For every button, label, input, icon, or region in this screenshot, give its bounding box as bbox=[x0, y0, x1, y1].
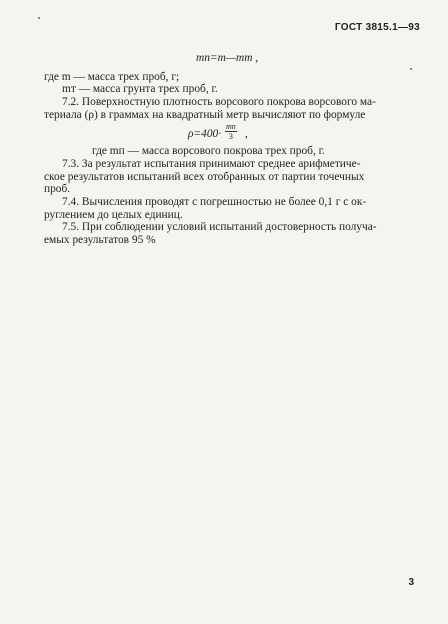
where-clause-mp: где mп — масса ворсового покрова трех проб, г. bbox=[92, 145, 325, 157]
formula-mass-pile: mп=m—mт , bbox=[196, 52, 259, 64]
paragraph-7-2-line-1: 7.2. Поверхностную плотность ворсового покрова ворсового ма- bbox=[62, 96, 376, 108]
where-clause-m: где m — масса трех проб, г; bbox=[44, 71, 180, 83]
paragraph-7-5-line-2: емых результатов 95 % bbox=[44, 234, 156, 246]
paragraph-7-3-line-1: 7.3. За результат испытания принимают среднее арифметиче- bbox=[62, 158, 361, 170]
fraction-denominator: 3 bbox=[228, 132, 233, 141]
paragraph-7-5-line-1: 7.5. При соблюдении условий испытаний достоверность получа- bbox=[62, 221, 377, 233]
fraction-numerator: mп bbox=[226, 122, 236, 131]
paragraph-7-4-line-1: 7.4. Вычисления проводят с погрешностью не более 0,1 г с ок- bbox=[62, 196, 367, 208]
scan-speck bbox=[38, 17, 40, 19]
formula-density-comma: , bbox=[245, 128, 248, 140]
formula-density-fraction bbox=[225, 122, 237, 141]
paragraph-7-4-line-2: руглением до целых единиц. bbox=[44, 209, 183, 221]
where-clause-mt: mт — масса грунта трех проб, г. bbox=[62, 83, 218, 95]
scan-speck bbox=[410, 68, 412, 70]
standard-header: ГОСТ 3815.1—93 bbox=[334, 22, 420, 33]
page-number: 3 bbox=[408, 577, 414, 588]
paragraph-7-3-line-2: ское результатов испытаний всех отобранных от партии точечных bbox=[44, 171, 365, 183]
paragraph-7-2-line-2: териала (ρ) в граммах на квадратный метр вычисляют по формуле bbox=[44, 109, 366, 121]
paragraph-7-3-line-3: проб. bbox=[44, 183, 71, 195]
formula-density-left: ρ=400· bbox=[188, 128, 222, 140]
